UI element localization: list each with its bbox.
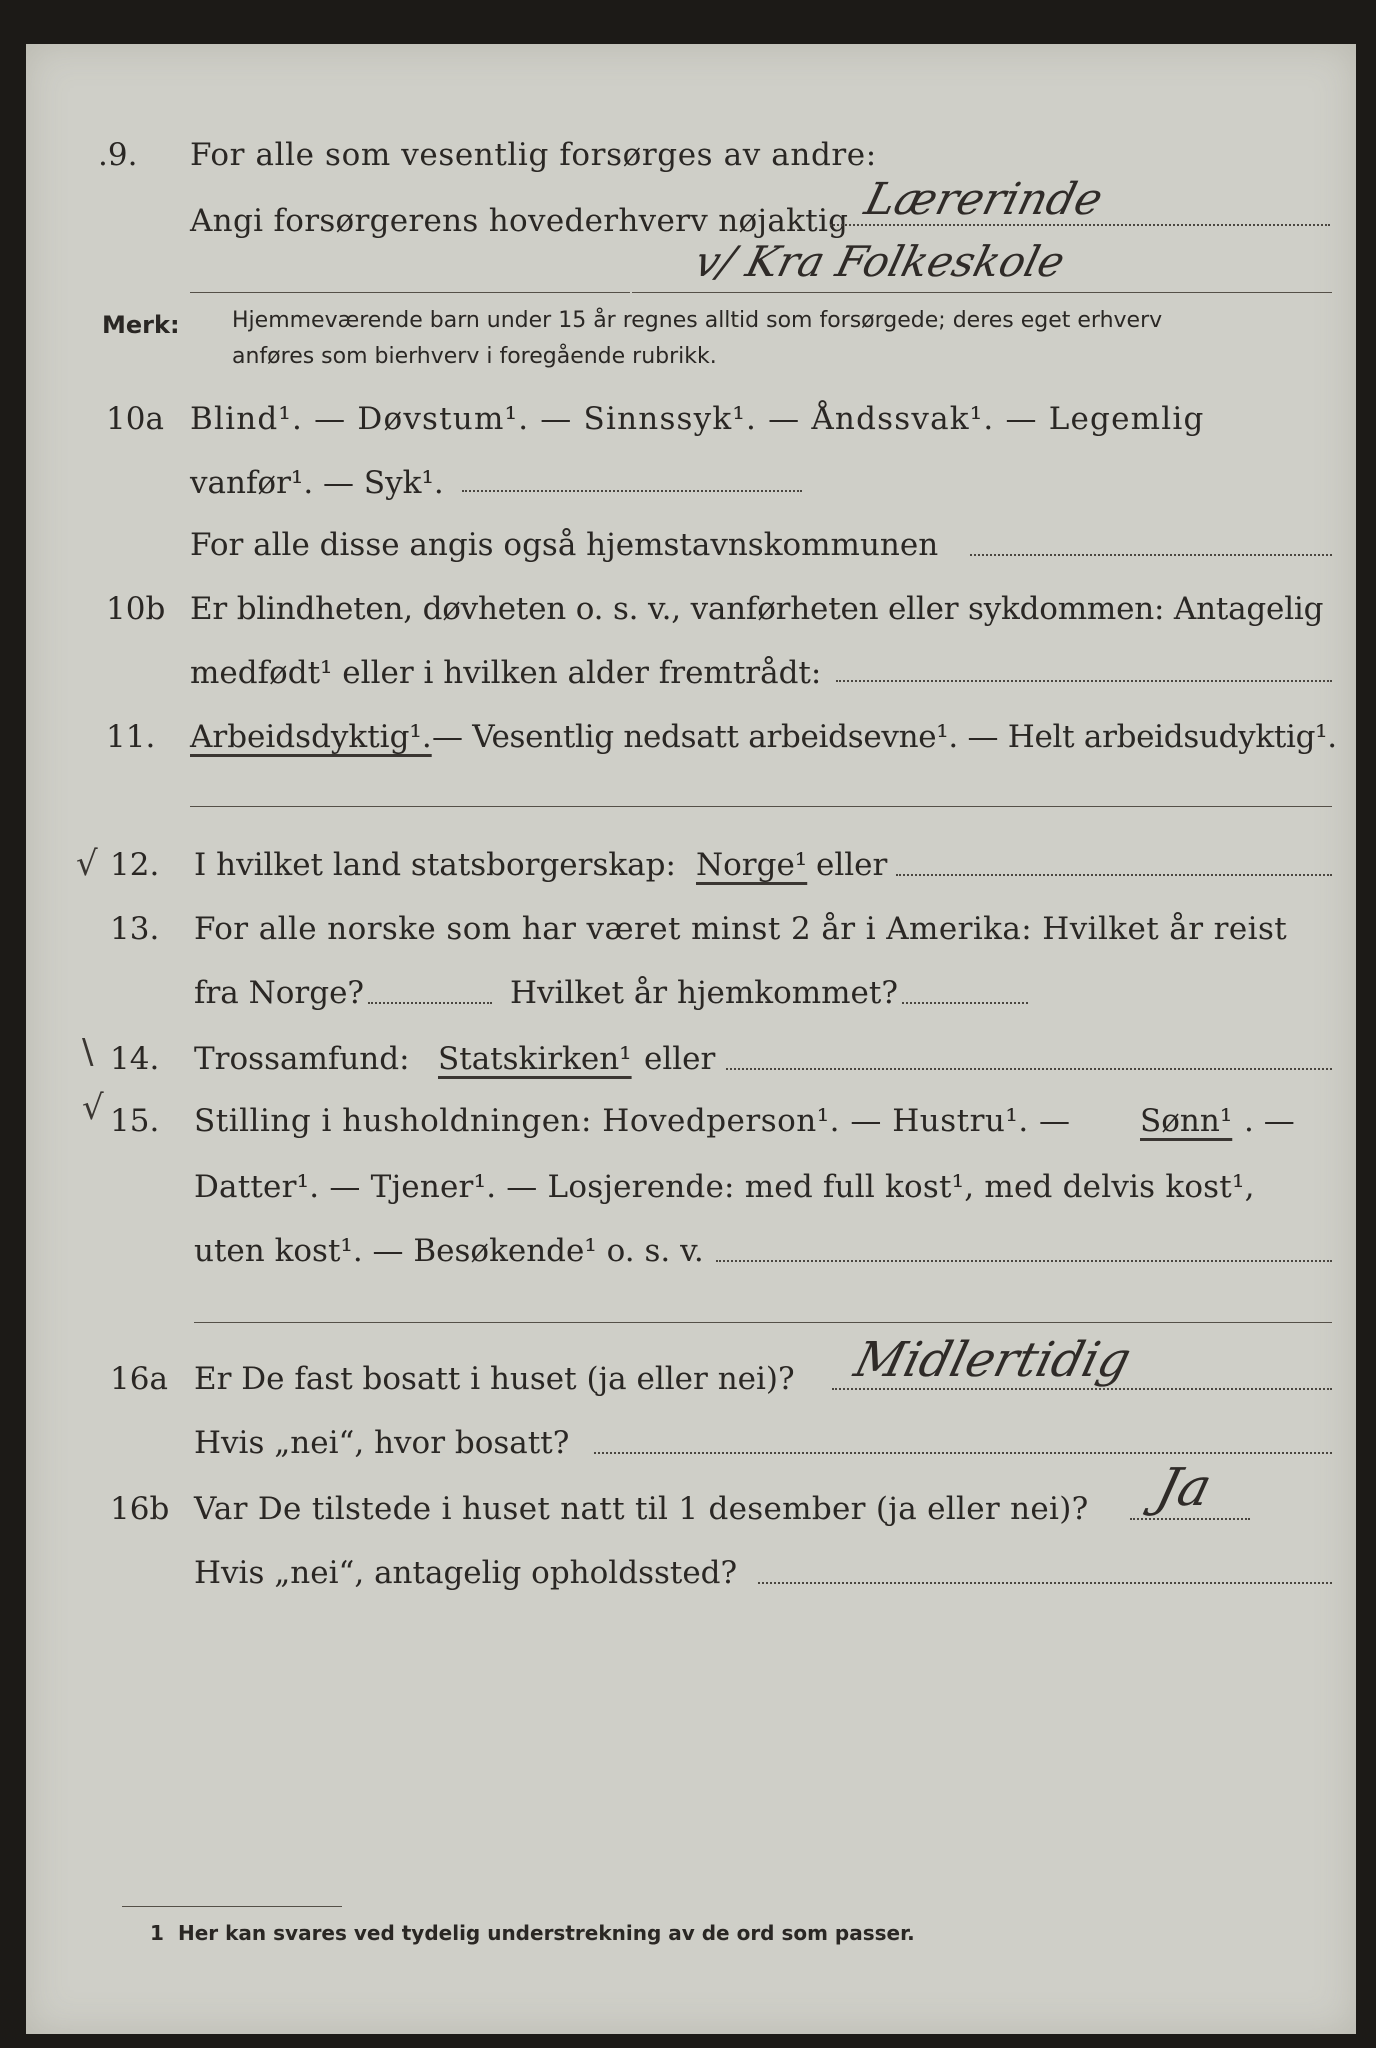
q9-rule-right: [632, 292, 1332, 293]
q16b-number: 16b: [110, 1491, 170, 1527]
q14-check-mark: \: [82, 1032, 94, 1072]
q16b-line2: Hvis „nei“, antagelig opholdssted?: [194, 1555, 738, 1591]
q12-number: 12.: [110, 847, 160, 883]
q15-sonn-underlined: Sønn¹: [1140, 1103, 1233, 1139]
q10a-syk-line: [462, 490, 802, 492]
q16a-handwritten-answer: Midlertidig: [849, 1332, 1137, 1388]
q16b-handwritten-answer: Ja: [1150, 1458, 1218, 1518]
merk-label: Merk:: [102, 311, 180, 339]
form-page: [26, 44, 1356, 2034]
q11-rest: — Vesentlig nedsatt arbeidsevne¹. — Helt arbeidsudyktig¹.: [432, 719, 1337, 755]
q10b-number: 10b: [106, 591, 166, 627]
q13-hjemkommet-line: [902, 1002, 1028, 1004]
q13-line2a: fra Norge?: [194, 975, 365, 1011]
merk-line1: Hjemmeværende barn under 15 år regnes alltid som forsørgede; deres eget erhverv: [232, 308, 1163, 333]
q10a-number: 10a: [106, 401, 164, 437]
q11-number: 11.: [106, 719, 156, 755]
q15-line1a: Stilling i husholdningen: Hovedperson¹. — Hustru¹. —: [194, 1103, 1071, 1139]
q12-suffix: eller: [816, 847, 888, 883]
q10a-line3: For alle disse angis også hjemstavnskommunen: [190, 527, 939, 563]
q13-line1: For alle norske som har været minst 2 år i Amerika: Hvilket år reist: [194, 911, 1288, 947]
q16b-answer-line: [1130, 1518, 1250, 1520]
q11-rule: [190, 806, 1332, 807]
q12-norge-underlined: Norge¹: [696, 847, 808, 883]
footnote-mark: 1: [150, 1921, 164, 1945]
q10b-line1: Er blindheten, døvheten o. s. v., vanførheten eller sykdommen: Antagelig: [190, 591, 1324, 627]
q9-handwritten-answer-2: v/ Kra Folkeskole: [690, 237, 1070, 286]
q10b-alder-line: [836, 680, 1332, 682]
q15-line3: uten kost¹. — Besøkende¹ o. s. v.: [194, 1233, 704, 1269]
q9-rule-left: [190, 292, 630, 293]
q14-prefix: Trossamfund:: [194, 1041, 410, 1077]
q13-line2b: Hvilket år hjemkommet?: [510, 975, 898, 1011]
q12-line: [896, 874, 1332, 876]
q16b-line1: Var De tilstede i huset natt til 1 desember (ja eller nei)?: [194, 1491, 1089, 1527]
q16a-line2: Hvis „nei“, hvor bosatt?: [194, 1425, 570, 1461]
q10a-line1: Blind¹. — Døvstum¹. — Sinnssyk¹. — Åndssvak¹. — Legemlig: [190, 401, 1205, 437]
q16a-number: 16a: [110, 1361, 168, 1397]
q10a-line2: vanfør¹. — Syk¹.: [190, 465, 444, 501]
q9-number: .9.: [98, 137, 138, 173]
q14-suffix: eller: [644, 1041, 716, 1077]
q16a-answer-line: [832, 1388, 1332, 1390]
q13-number: 13.: [110, 911, 160, 947]
q12-check-mark: √: [76, 844, 98, 884]
merk-line2: anføres som bierhverv i foregående rubrikk.: [232, 344, 717, 369]
q9-line1: For alle som vesentlig forsørges av andre:: [190, 137, 877, 173]
q15-rule: [194, 1322, 1332, 1323]
q15-check-mark: √: [82, 1088, 104, 1128]
q15-line: [716, 1260, 1332, 1262]
q13-reist-line: [368, 1002, 492, 1004]
q15-number: 15.: [110, 1103, 160, 1139]
q14-line: [726, 1068, 1332, 1070]
q15-line1c: . —: [1244, 1103, 1295, 1139]
footnote-rule: [122, 1906, 342, 1907]
q9-handwritten-answer-1: Lærerinde: [859, 174, 1108, 225]
q9-line2: Angi forsørgerens hovederhverv nøjaktig: [190, 203, 849, 239]
q12-prefix: I hvilket land statsborgerskap:: [194, 847, 676, 883]
q16b-opholdssted-line: [758, 1582, 1332, 1584]
q16a-bosatt-line: [594, 1452, 1332, 1454]
q10a-hjemstavn-line: [970, 554, 1332, 556]
q16a-line1: Er De fast bosatt i huset (ja eller nei)?: [194, 1361, 795, 1397]
q14-statskirken-underlined: Statskirken¹: [438, 1041, 632, 1077]
q10b-line2: medfødt¹ eller i hvilken alder fremtrådt:: [190, 655, 822, 691]
footnote-text: Her kan svares ved tydelig understrekning av de ord som passer.: [178, 1921, 915, 1945]
q11-arbeidsdyktig-underlined: Arbeidsdyktig¹.: [190, 719, 432, 755]
q15-line2: Datter¹. — Tjener¹. — Losjerende: med full kost¹, med delvis kost¹,: [194, 1169, 1255, 1205]
q14-number: 14.: [110, 1041, 160, 1077]
